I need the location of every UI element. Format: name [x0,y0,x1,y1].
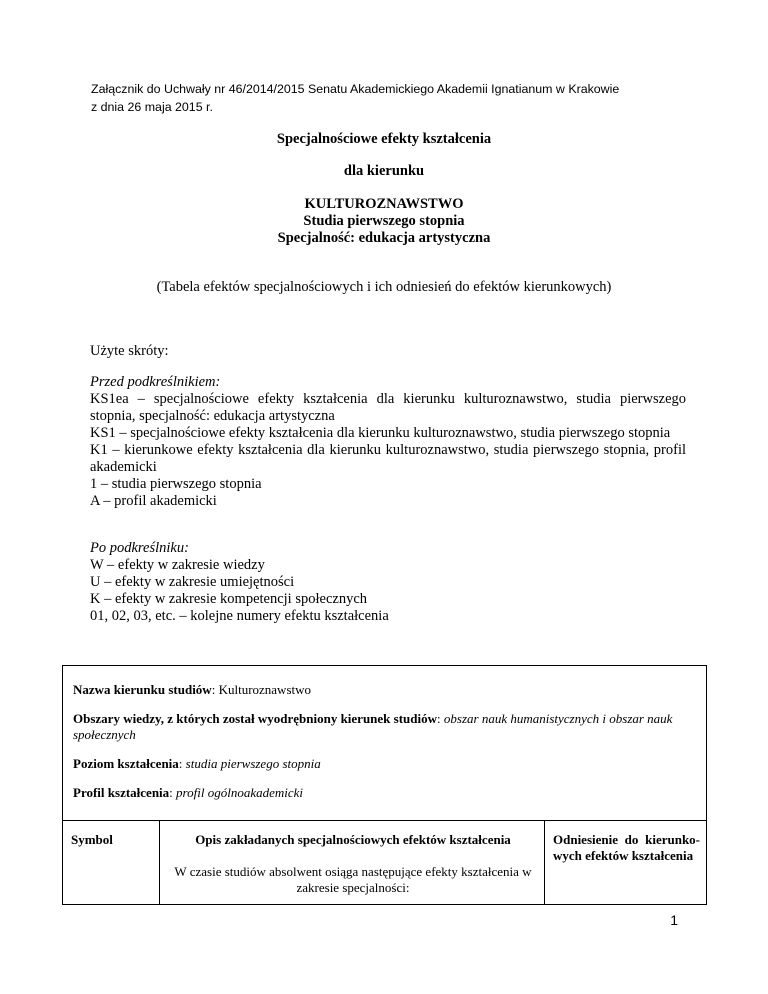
areas-value: obszar nauk humanistycznych i obszar nauk społecznych [73,711,673,742]
effects-table [62,665,707,905]
field-label: Nazwa kierunku studiów [73,682,212,697]
table-header-row [63,821,707,905]
abbrev-item: A – profil akademicki [90,493,217,509]
col-description-title: Opis zakładanych specjalnościowych efektów kształcenia [195,832,511,847]
abbrev-item: 1 – studia pierwszego stopnia [90,476,262,492]
specialty: Specjalność: edukacja artystyczna [277,230,491,246]
after-heading: Po podkreślniku: [90,540,189,556]
areas-row: Obszary wiedzy, z których został wyodrębniony kierunek studiów: obszar nauk humanistycznych i obszar nauk społecznych [73,711,673,742]
abbrev-item: 01, 02, 03, etc. – kolejne numery efektu kształcenia [90,608,389,624]
table-note: (Tabela efektów specjalnościowych i ich odniesień do efektów kierunkowych) [156,279,612,295]
doc-title-line-1: Specjalnościowe efekty kształcenia [276,131,492,147]
abbrev-item: KS1 – specjalnościowe efekty kształcenia dla kierunku kulturoznawstwo, studia pierwszego stopnia [90,425,671,441]
level-row: Poziom kształcenia: studia pierwszego stopnia [73,756,321,771]
profile-row: Profil kształcenia: profil ogólnoakademicki [73,785,304,800]
page-number: 1 [670,912,678,928]
doc-title-line-2: dla kierunku [343,163,425,179]
field-value: Kulturoznawstwo [218,682,312,697]
abbreviations-after [90,540,686,625]
abbrev-item: K1 – kierunkowe efekty kształcenia dla kierunku kulturoznawstwo, studia pierwszego stopnia, profil akademicki [90,442,686,475]
areas-label: Obszary wiedzy, z których został wyodrębniony kierunek studiów [73,711,438,726]
attachment-line-2: z dnia 26 maja 2015 r. [91,100,213,114]
col-reference-header: Odniesienie do kierunko-wych efektów kształcenia [545,821,707,905]
level-value: studia pierwszego stopnia [185,756,321,771]
study-level: Studia pierwszego stopnia [303,213,465,229]
profile-value: profil ogólnoakademicki [176,785,304,800]
abbrev-item: K – efekty w zakresie kompetencji społecznych [90,591,368,607]
profile-label: Profil kształcenia [73,785,170,800]
field-name: KULTUROZNAWSTWO [304,196,464,212]
abbrev-item: U – efekty w zakresie umiejętności [90,574,295,590]
abbrev-item: W – efekty w zakresie wiedzy [90,557,265,573]
col-symbol-header: Symbol [63,821,160,905]
program-info-cell [63,666,707,821]
level-label: Poziom kształcenia [73,756,179,771]
col-description-header [160,821,545,905]
abbreviations-heading: Użyte skróty: [90,343,169,359]
abbreviations-before [90,374,686,510]
field-row: Nazwa kierunku studiów: Kulturoznawstwo [73,682,312,697]
attachment-line-1: Załącznik do Uchwały nr 46/2014/2015 Senatu Akademickiego Akademii Ignatianum w Krakowie [91,82,620,96]
abbrev-item: KS1ea – specjalnościowe efekty kształcenia dla kierunku kulturoznawstwo, studia pierwszego stopnia, specjalność: edukacja artystyczna [90,391,686,424]
col-description-sub: W czasie studiów absolwent osiąga następujące efekty kształcenia w zakresie specjalności: [174,864,532,895]
before-heading: Przed podkreślnikiem: [90,374,221,390]
attachment-header [91,80,691,116]
